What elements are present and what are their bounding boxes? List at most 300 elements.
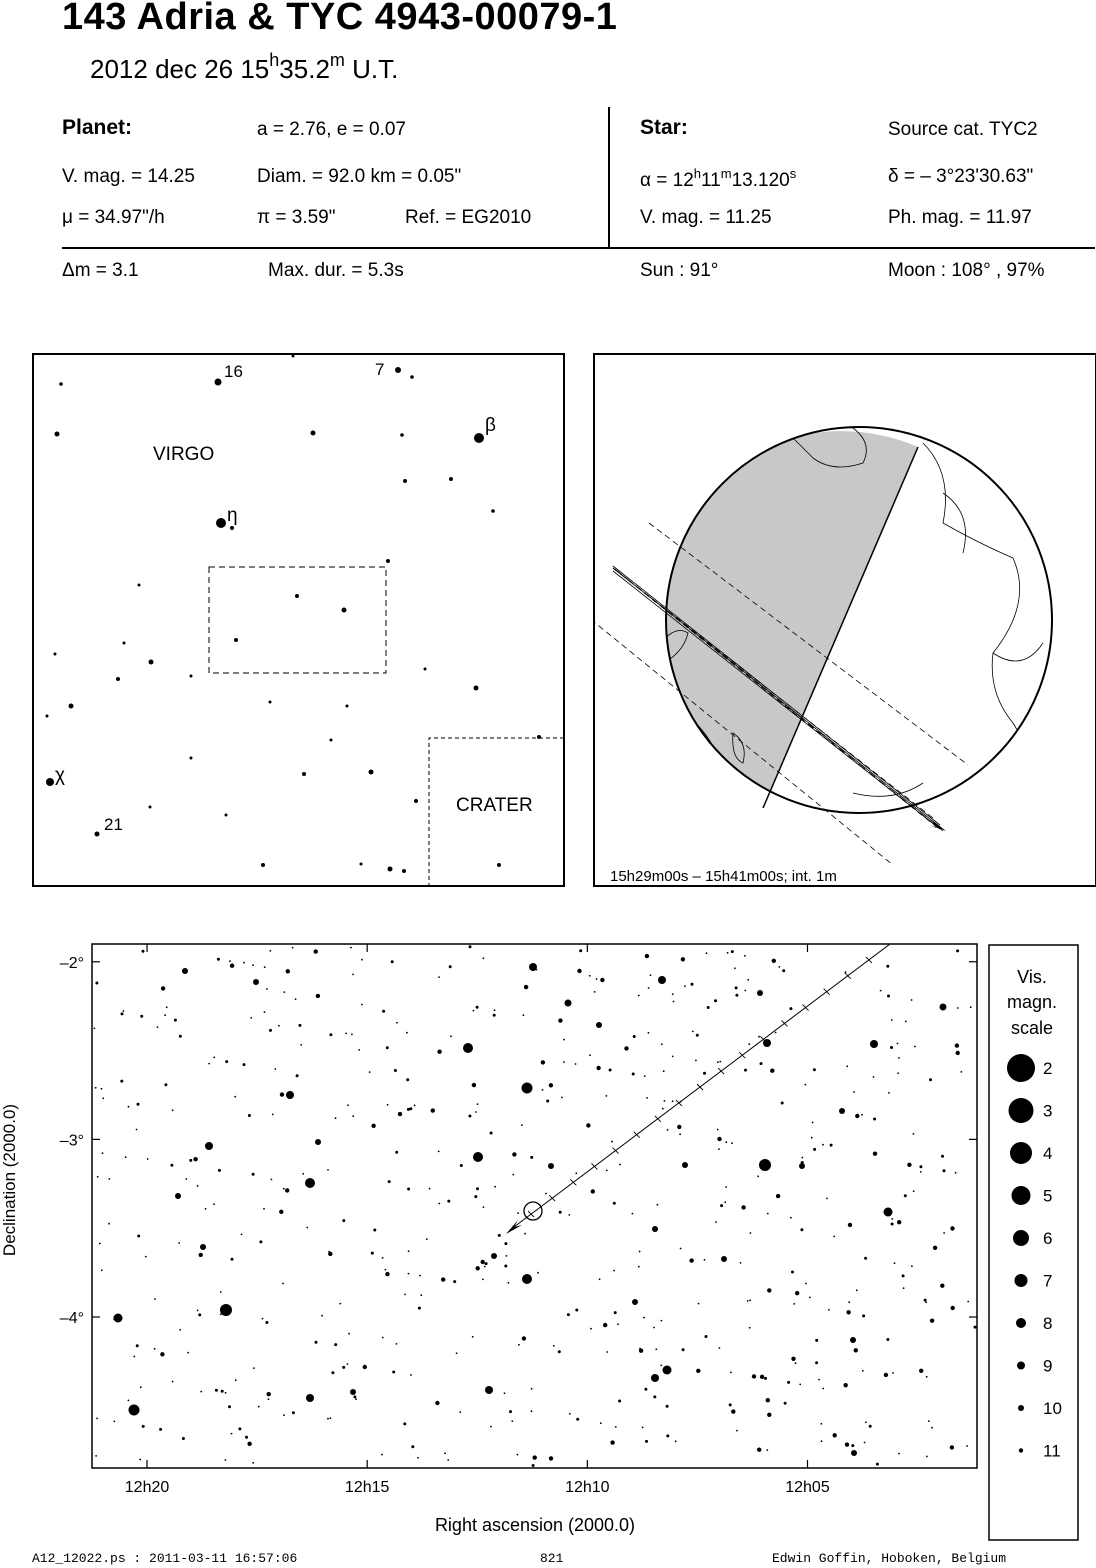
field-star [178, 1242, 180, 1244]
star-16-label: 16 [224, 362, 243, 381]
mag-label: 4 [1043, 1144, 1053, 1163]
finder-star [403, 479, 407, 483]
field-star [706, 952, 708, 954]
star-delta: δ = – 3°23'30.63" [888, 166, 1034, 187]
field-star [793, 1303, 795, 1305]
finder-star [410, 375, 414, 379]
field-star [599, 1278, 601, 1280]
star-7-label: 7 [375, 360, 385, 379]
field-star [398, 1112, 402, 1116]
field-star [749, 1299, 751, 1301]
field-star [199, 1253, 203, 1257]
y-axis-label: Declination (2000.0) [0, 1103, 19, 1257]
field-star [956, 949, 959, 952]
bright-star [220, 1304, 232, 1316]
beta-label: β [485, 415, 496, 436]
field-star [531, 1410, 533, 1412]
field-star [157, 1026, 159, 1028]
target-star-circle [524, 1202, 542, 1220]
field-star [575, 1309, 578, 1312]
field-star [339, 1303, 341, 1305]
bright-star [200, 1244, 206, 1250]
field-star [662, 1108, 664, 1110]
field-star [238, 1427, 241, 1430]
planet-vmag: V. mag. = 14.25 [62, 166, 195, 187]
field-star [661, 1043, 663, 1045]
field-star [483, 957, 485, 959]
finder-star [497, 863, 501, 867]
field-star [456, 1352, 458, 1354]
field-star [321, 1315, 323, 1317]
field-star [215, 1389, 218, 1392]
field-star [805, 1084, 807, 1086]
finder-star [230, 526, 234, 530]
star-chart [0, 940, 985, 1550]
bright-star [114, 1314, 123, 1323]
field-star [314, 949, 318, 953]
bright-star [565, 1000, 572, 1007]
field-star [95, 1087, 97, 1089]
field-star [248, 1114, 251, 1117]
field-star [476, 1006, 479, 1009]
field-star [639, 1348, 641, 1350]
bright-star [759, 1159, 771, 1171]
field-star [603, 1323, 607, 1327]
field-star [719, 1347, 721, 1349]
field-star [717, 1129, 719, 1131]
field-star [229, 960, 231, 962]
field-star [869, 1425, 872, 1428]
field-star [731, 1409, 735, 1413]
mag-dot [1007, 1054, 1035, 1082]
field-star [411, 1445, 414, 1448]
finder-star [261, 863, 265, 867]
field-star [285, 1188, 289, 1192]
field-star [907, 1163, 911, 1167]
field-star [394, 1069, 397, 1072]
field-star [164, 1014, 166, 1016]
field-star [845, 1442, 849, 1446]
planet-orbit: a = 2.76, e = 0.07 [257, 119, 406, 140]
star-source: Source cat. TYC2 [888, 119, 1038, 140]
field-star [924, 1299, 927, 1302]
mag-label: 2 [1043, 1059, 1053, 1078]
field-star [913, 1133, 915, 1135]
field-star [225, 1392, 227, 1394]
field-star [481, 1260, 485, 1264]
alpha-s: s [789, 166, 797, 181]
field-star [511, 1420, 513, 1422]
field-star [382, 1010, 385, 1013]
alpha-mid: 11 [701, 170, 721, 191]
field-star [225, 1060, 228, 1063]
field-star [385, 1272, 389, 1276]
y-tick-label: –4° [59, 1310, 84, 1328]
field-star [243, 962, 245, 964]
field-star [245, 1436, 248, 1439]
field-star [974, 1326, 977, 1329]
mag-dot [1016, 1318, 1026, 1328]
bright-star [205, 1142, 213, 1150]
field-star [613, 1270, 615, 1272]
field-star [589, 975, 591, 977]
field-star [655, 1348, 657, 1350]
field-star [902, 1274, 905, 1277]
field-star [371, 1252, 374, 1255]
field-star [734, 967, 736, 969]
field-star [252, 964, 254, 966]
path-arrowhead [930, 820, 946, 831]
mag-scale-title-3: scale [1010, 1018, 1054, 1038]
field-star [549, 1083, 553, 1087]
bright-star [548, 1163, 554, 1169]
field-star [140, 1386, 142, 1388]
field-star [329, 1033, 332, 1036]
field-star [865, 1421, 867, 1423]
field-star [586, 1123, 590, 1127]
finder-star [269, 701, 272, 704]
field-star [404, 1294, 406, 1296]
field-star [295, 998, 297, 1000]
field-star [886, 965, 889, 968]
field-star [740, 1262, 742, 1264]
field-star [681, 957, 685, 961]
x-tick-label: 12h05 [785, 1479, 830, 1496]
globe-caption: 15h29m00s – 15h41m00s; int. 1m [610, 868, 837, 885]
field-star [764, 1377, 767, 1380]
field-star [101, 1269, 103, 1271]
field-star [880, 990, 882, 992]
field-star [506, 1255, 508, 1257]
field-star [102, 1152, 104, 1154]
field-star [278, 1025, 280, 1027]
field-star [861, 1114, 863, 1116]
field-star [575, 1063, 577, 1065]
field-star [689, 1258, 693, 1262]
field-star [725, 1141, 727, 1143]
field-star [805, 1283, 807, 1285]
mag-levels [1007, 1054, 1062, 1461]
finder-star [369, 770, 374, 775]
field-star [809, 1297, 811, 1299]
date-min: 35.2 [279, 54, 330, 84]
field-star [747, 1300, 749, 1302]
mag-dot [1012, 1186, 1031, 1205]
field-star [957, 1007, 959, 1009]
field-star [426, 1238, 428, 1240]
field-star [577, 969, 581, 973]
field-star [274, 1068, 276, 1070]
field-star [696, 1369, 700, 1373]
field-star [930, 1319, 934, 1323]
field-star [611, 1141, 613, 1143]
field-star [429, 1188, 431, 1190]
field-star [692, 1031, 694, 1033]
field-star [483, 1206, 485, 1208]
field-star [684, 985, 686, 987]
field-star [575, 1172, 577, 1174]
field-star [703, 1072, 706, 1075]
field-star [437, 1050, 441, 1054]
field-star [731, 950, 734, 953]
field-star [782, 969, 785, 972]
field-star [610, 1440, 614, 1444]
field-star [347, 1104, 349, 1106]
field-star [862, 1314, 865, 1317]
field-star [884, 1373, 888, 1377]
field-star [382, 1257, 384, 1259]
field-star [614, 1311, 617, 1314]
field-star [213, 1203, 215, 1205]
field-star [272, 1114, 274, 1116]
field-star [231, 1258, 234, 1261]
field-star [335, 1117, 337, 1119]
field-star [546, 1100, 549, 1103]
field-star [830, 1144, 833, 1147]
planet-mu: μ = 34.97"/h [62, 207, 165, 228]
field-star [147, 1158, 149, 1160]
finder-star [302, 772, 306, 776]
field-star [639, 1251, 641, 1253]
field-star [653, 1327, 655, 1329]
field-star [145, 1256, 147, 1258]
field-star [133, 1356, 135, 1358]
field-star [259, 1240, 262, 1243]
field-star [707, 1006, 710, 1009]
finder-star [46, 715, 49, 718]
field-star [123, 1010, 125, 1012]
field-star [795, 1362, 797, 1364]
field-star [887, 995, 890, 998]
sun-elongation: Sun : 91° [640, 260, 719, 281]
field-star [873, 1118, 876, 1121]
field-star [606, 1095, 608, 1097]
field-star [776, 1194, 780, 1198]
page-title: 143 Adria & TYC 4943-00079-1 [62, 0, 618, 38]
field-star [396, 1343, 398, 1345]
field-star [914, 1046, 916, 1048]
field-star [447, 1459, 449, 1461]
field-star [933, 1246, 937, 1250]
field-star [851, 1444, 854, 1447]
field-star [410, 1374, 412, 1376]
field-star [475, 1111, 477, 1113]
field-star [600, 978, 604, 982]
field-star [744, 990, 746, 992]
field-star [225, 1459, 227, 1461]
field-star [395, 1151, 398, 1154]
field-star [673, 1001, 675, 1003]
field-star [300, 1044, 302, 1046]
field-star [862, 1370, 864, 1372]
field-star [283, 1188, 285, 1190]
planet-diam: Diam. = 92.0 km = 0.05" [257, 166, 462, 187]
bright-star [940, 1004, 947, 1011]
chart-axes [60, 944, 977, 1496]
virgo-label: VIRGO [153, 444, 215, 465]
mag-label: 9 [1043, 1356, 1053, 1376]
field-star [760, 1062, 763, 1065]
field-star [472, 1083, 476, 1087]
finder-star [491, 509, 495, 513]
field-star [352, 1115, 354, 1117]
field-star [750, 1232, 752, 1234]
field-star [549, 1456, 553, 1460]
field-star [279, 1210, 283, 1214]
field-star [926, 1456, 928, 1458]
field-star [741, 1205, 745, 1209]
field-star [198, 1313, 201, 1316]
field-star [811, 1137, 813, 1139]
field-star [657, 1204, 659, 1206]
field-stars [94, 945, 977, 1467]
field-star [154, 1298, 156, 1300]
field-star [590, 1328, 592, 1330]
field-star [800, 1228, 803, 1231]
finder-star [537, 735, 541, 739]
field-star [512, 1174, 514, 1176]
bright-star [757, 990, 763, 996]
field-star [530, 1156, 533, 1159]
footer-file: A12_12022.ps : 2011-03-11 16:57:06 [32, 1551, 298, 1566]
field-star [891, 1218, 893, 1220]
field-star [460, 1164, 463, 1167]
bright-star [799, 1163, 805, 1169]
field-star [680, 1248, 682, 1250]
field-star [396, 1022, 398, 1024]
footer-page: 821 [540, 1551, 564, 1566]
field-star [770, 1069, 774, 1073]
field-star [197, 1185, 199, 1187]
field-star [717, 1137, 721, 1141]
field-star [787, 1381, 790, 1384]
field-star [108, 1223, 110, 1225]
field-star [230, 964, 234, 968]
field-star [735, 986, 738, 989]
field-star [666, 1434, 669, 1437]
field-star [813, 1148, 816, 1151]
field-star [218, 1169, 221, 1172]
field-star [95, 1455, 97, 1457]
field-star [955, 1172, 957, 1174]
field-star [524, 985, 528, 989]
planet-pi: π = 3.59" [257, 207, 336, 228]
finder-star [449, 477, 453, 481]
field-star [493, 1014, 496, 1017]
field-star [170, 1164, 173, 1167]
finder-star [59, 382, 63, 386]
field-star [517, 1212, 519, 1214]
field-star [919, 1165, 922, 1168]
field-star [766, 1398, 770, 1402]
field-star [941, 1155, 944, 1158]
moon-elongation: Moon : 108° , 97% [888, 260, 1045, 281]
field-star [264, 966, 266, 968]
field-star [752, 1374, 756, 1378]
field-star [265, 1321, 268, 1324]
field-star [698, 1303, 700, 1305]
field-star [720, 1204, 723, 1207]
field-star [179, 1329, 181, 1331]
field-star [160, 1352, 164, 1356]
field-star [873, 1152, 877, 1156]
field-star [744, 955, 746, 957]
field-star [331, 1371, 334, 1374]
field-star [504, 1265, 507, 1268]
field-star [826, 1198, 828, 1200]
field-star [522, 1336, 526, 1340]
field-star [386, 1046, 389, 1049]
field-star [818, 1379, 820, 1381]
finder-star [311, 431, 316, 436]
field-star [802, 1157, 804, 1159]
field-star [919, 1369, 923, 1373]
bright-star [522, 1274, 532, 1284]
field-star [234, 1096, 236, 1098]
bright-star [884, 1208, 893, 1217]
finder-star [295, 594, 299, 598]
finder-star [234, 638, 238, 642]
finder-star [190, 675, 193, 678]
field-star [591, 1189, 595, 1193]
field-star [345, 1033, 347, 1035]
field-star [315, 1341, 318, 1344]
bright-star [129, 1405, 140, 1416]
field-star [477, 1103, 479, 1105]
field-star [757, 1448, 761, 1452]
field-star [408, 1273, 410, 1275]
field-star [725, 1186, 727, 1188]
crater-label: CRATER [456, 795, 533, 816]
field-star [166, 1006, 168, 1008]
field-star [217, 958, 220, 961]
star-phmag: Ph. mag. = 11.97 [888, 207, 1032, 228]
field-star [617, 1323, 619, 1325]
finder-star [138, 584, 141, 587]
field-star [418, 1307, 421, 1310]
field-star [512, 1152, 516, 1156]
bright-star [850, 1337, 856, 1343]
field-star [292, 1411, 295, 1414]
field-star [778, 966, 780, 968]
mag-label: 7 [1043, 1271, 1053, 1291]
mag-dot [1015, 1274, 1028, 1287]
finder-star [55, 432, 60, 437]
field-star [545, 1193, 547, 1195]
field-star [264, 1011, 266, 1013]
bright-star [522, 1083, 533, 1094]
field-star [731, 1142, 733, 1144]
field-star [127, 1400, 129, 1402]
field-star [891, 1019, 893, 1021]
field-star [221, 1390, 224, 1393]
field-star [485, 1262, 488, 1265]
field-star [897, 1220, 901, 1224]
field-star [955, 1043, 959, 1047]
field-star [268, 1398, 270, 1400]
field-star [563, 1061, 565, 1063]
field-star [469, 945, 472, 948]
field-star [904, 1194, 907, 1197]
field-star [648, 987, 650, 989]
field-star [498, 1234, 501, 1237]
field-star [691, 983, 694, 986]
field-star [391, 960, 394, 963]
mag-label: 5 [1043, 1186, 1053, 1206]
field-star [113, 1421, 115, 1423]
field-star [960, 1071, 962, 1073]
field-star [928, 1420, 930, 1422]
